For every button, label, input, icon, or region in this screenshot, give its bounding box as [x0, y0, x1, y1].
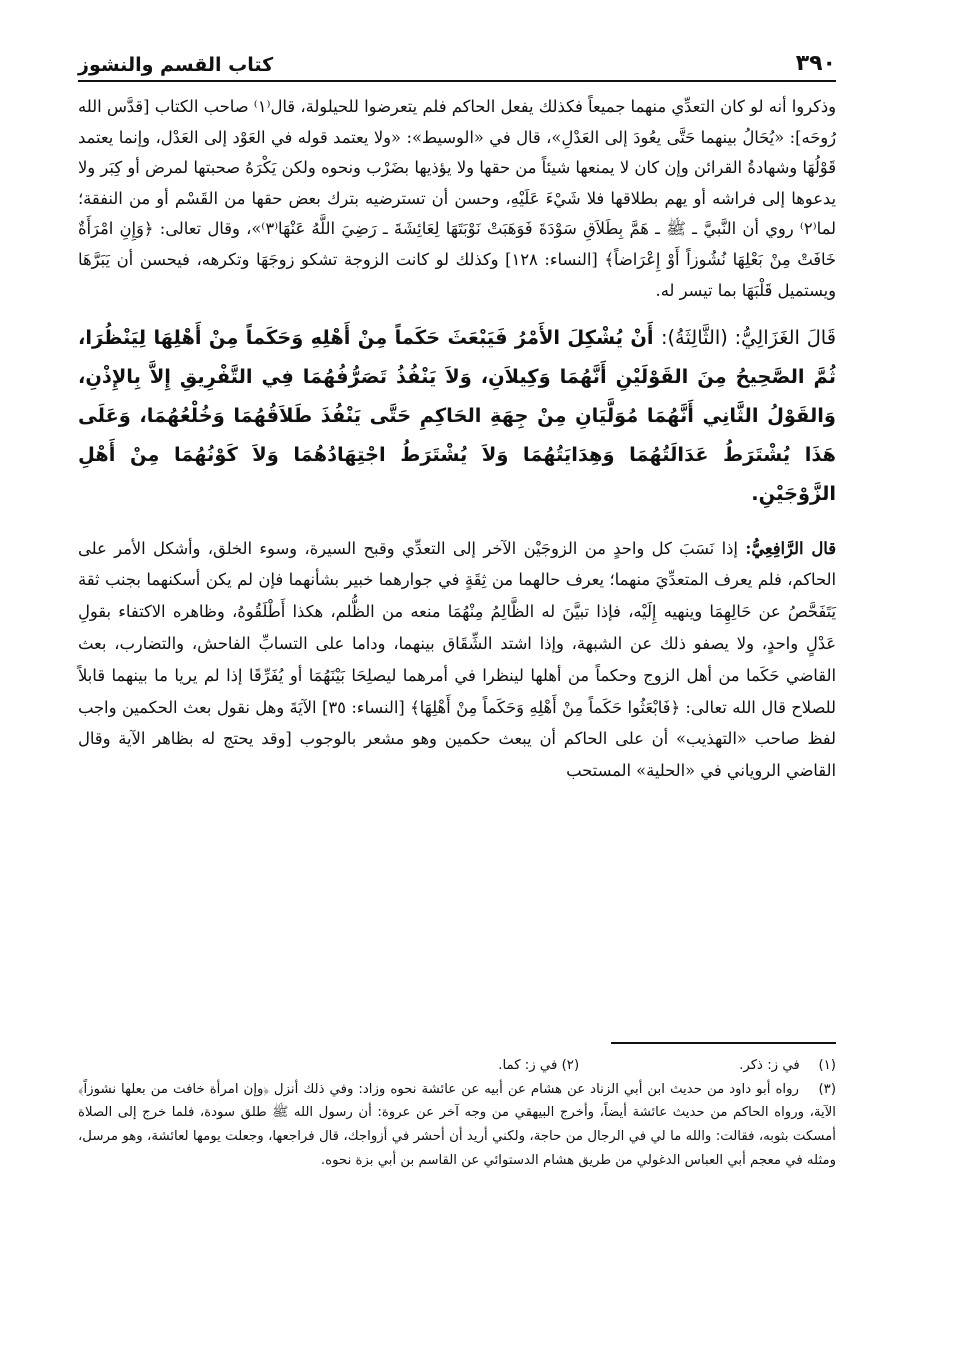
book-title: كتاب القسم والنشوز [78, 54, 274, 76]
rafii-intro: قال الرَّافِعِيُّ: [745, 538, 836, 558]
footnote-3-label: (٣) [818, 1081, 837, 1097]
footnote-1 [739, 1054, 836, 1078]
footnote-2 [498, 1054, 579, 1078]
paragraph-1: وذكروا أنه لو كان التعدِّي منهما جميعاً فكذلك يفعل الحاكم فلم يتعرضوا للحيلولة، قال⁽١⁾ صاحب الكتاب [قدَّس الله رُوحَه]: «يُحَالُ بينهما حَتَّى يعُودَ إلى العَدْلِ»، قال في «الوسيط»: «ولا يعتمد قوله في العَوْد إلى العَدْل، وإنما يعتمد قَوْلُهَا وشهادةُ القرائن وإن كان لا يمنعها شيئاً من حقها ولا يؤذيها بضَرْب ونحوه ولكن يَكْرَهُ صحبتها لمرض أو كِبَر ولا يدعوها إلى فراشه أو يهم بطلاقها فلا شَيْءَ عَلَيْهِ، وحسن أن تسترضيه بترك بعض حقها من القَسْم أو من النفقة؛ لما⁽٢⁾ روي أن النَّبيَّ ـ ﷺ ـ هَمَّ بِطَلاَقِ سَوْدَةَ فَوَهَبَتْ نَوْبَتَهَا لِعَائِشَةَ ـ رَضِيَ اللَّهُ عَنْهَا⁽٣⁾»، وقال تعالى: ﴿وَإِنِ امْرَأَةٌ خَافَتْ مِنْ بَعْلِهَا نُشُوزاً أَوْ إِعْرَاضاً﴾ [النساء: ١٢٨] وكذلك لو كانت الزوجة تشكو زوجَهَا وتكرهه، فيحسن أن يَبَرَّهَا ويستميل قَلْبَهَا بما تيسر له. [78, 97, 837, 300]
page [78, 36, 836, 803]
footnote-divider [611, 1042, 836, 1044]
page-number: ٣٩٠ [795, 51, 836, 76]
ghazali-intro: قَالَ الغَزَالِيُّ: (الثَّالِثَةُ): [660, 326, 836, 350]
footnote-3 [78, 1078, 836, 1173]
footnote-2-label: (٢) [561, 1058, 580, 1073]
footnote-1-text: في ز: ذكر. [739, 1058, 800, 1073]
rafii-commentary [78, 533, 836, 787]
footnotes [78, 1042, 836, 1173]
footnote-1-label: (١) [818, 1058, 836, 1073]
ghazali-passage [78, 318, 836, 513]
footnote-2-text: في ز: كما. [498, 1058, 558, 1073]
footnote-row [78, 1054, 836, 1078]
ghazali-text: أَنْ يُشْكِلَ الأَمْرُ فَيَبْعَثَ حَكَماً مِنْ أَهْلِهِ وَحَكَماً مِنْ أَهْلِهَا لِيَنْظُرَا، ثُمَّ الصَّحِيحُ مِنَ القَوْلَيْنِ أَنَّهُمَا وَكِيلاَنِ، وَلاَ يَنْفُذُ تَصَرُّفُهُمَا فِي التَّفْرِيقِ إِلاَّ بِالإِذْنِ، وَالقَوْلُ الثَّانِي أَنَّهُمَا مُوَلَّيَانِ مِنْ جِهَةِ الحَاكِمِ حَتَّى يَنْفُذَ طَلاَقُهُمَا وَخُلْعُهُمَا، وَعَلَى هَذَا يُشْتَرَطُ عَدَالَتُهُمَا وَهِدَايَتُهُمَا وَلاَ يُشْتَرَطُ اجْتِهَادُهُمَا وَلاَ كَوْنُهُمَا مِنْ أَهْلِ الزَّوْجَيْنِ. [78, 326, 836, 506]
main-text [78, 92, 836, 306]
page-header [78, 36, 836, 82]
rafii-text: إذا نَسَبَ كل واحدٍ من الزوجَيْن الآخر إلى التعدِّي وقبح السيرة، وسوء الخلق، وأشكل الأمر على الحاكم، فلم يعرف المتعدِّيَ منهما؛ يعرف حالهما من ثِقَةٍ في جوارهما خبير بشأنهما فإن لم يكن أسكنهما بجنب ثقة يَتَفَحَّصُ عن حَالِهِمَا وينهيه إِلَيْه، فإذا تبيَّنَ له الظَّالِمُ مِنْهُمَا منعه من الظُّلم، هكذا أَطْلَقُوهُ، وظاهره الاكتفاء بقولِ عَدْلٍ واحدٍ، ولا يصفو ذلك عن الشبهة، وإذا اشتد الشِّقَاق بينهما، وداما على التسابِّ الفاحش، والتضارب، بعث القاضي حَكَما من أهل الزوج وحكماً من أهلها لينظرا في أمرهما ليصلِحَا بَيْنَهُمَا أو يُفَرِّقَا إذا لم يريا ما بينهما قابلاً للصلاح قال الله تعالى: ﴿فَابْعَثُوا حَكَماً مِنْ أَهْلِهِ وَحَكَماً مِنْ أَهْلِهَا﴾ [النساء: ٣٥] الآيَةَ وهل نقول بعث الحكمين واجب لفظ صاحب «التهذيب» أن على الحاكم أن يبعث حكمين وهو مشعر بالوجوب [وقد يحتج له بظاهر الآية وقال القاضي الروياني في «الحلية» المستحب [78, 538, 836, 781]
footnote-3-text: رواه أبو داود من حديث ابن أبي الزناد عن هشام عن أبيه عن عائشة نحوه وزاد: وفي ذلك أنزل ﴿وإن امرأة خافت من بعلها نشوزاً﴾ الآية، ورواه الحاكم من حديث عائشة أيضاً، وأخرج البيهقي من وجه آخر عن عروة: أن رسول الله ﷺ طلق سودة، فلما خرج إلى الصلاة أمسكت بثوبه، فقالت: والله ما لي في الرجال من حاجة، ولكني أريد أن أحشر في أزواجك، قال فراجعها، وجعلت يومها لعائشة، وهو مرسل، ومثله في معجم أبي العباس الدغولي من طريق هشام الدستوائي عن القاسم بن أبي بزة نحوه. [78, 1081, 836, 1168]
